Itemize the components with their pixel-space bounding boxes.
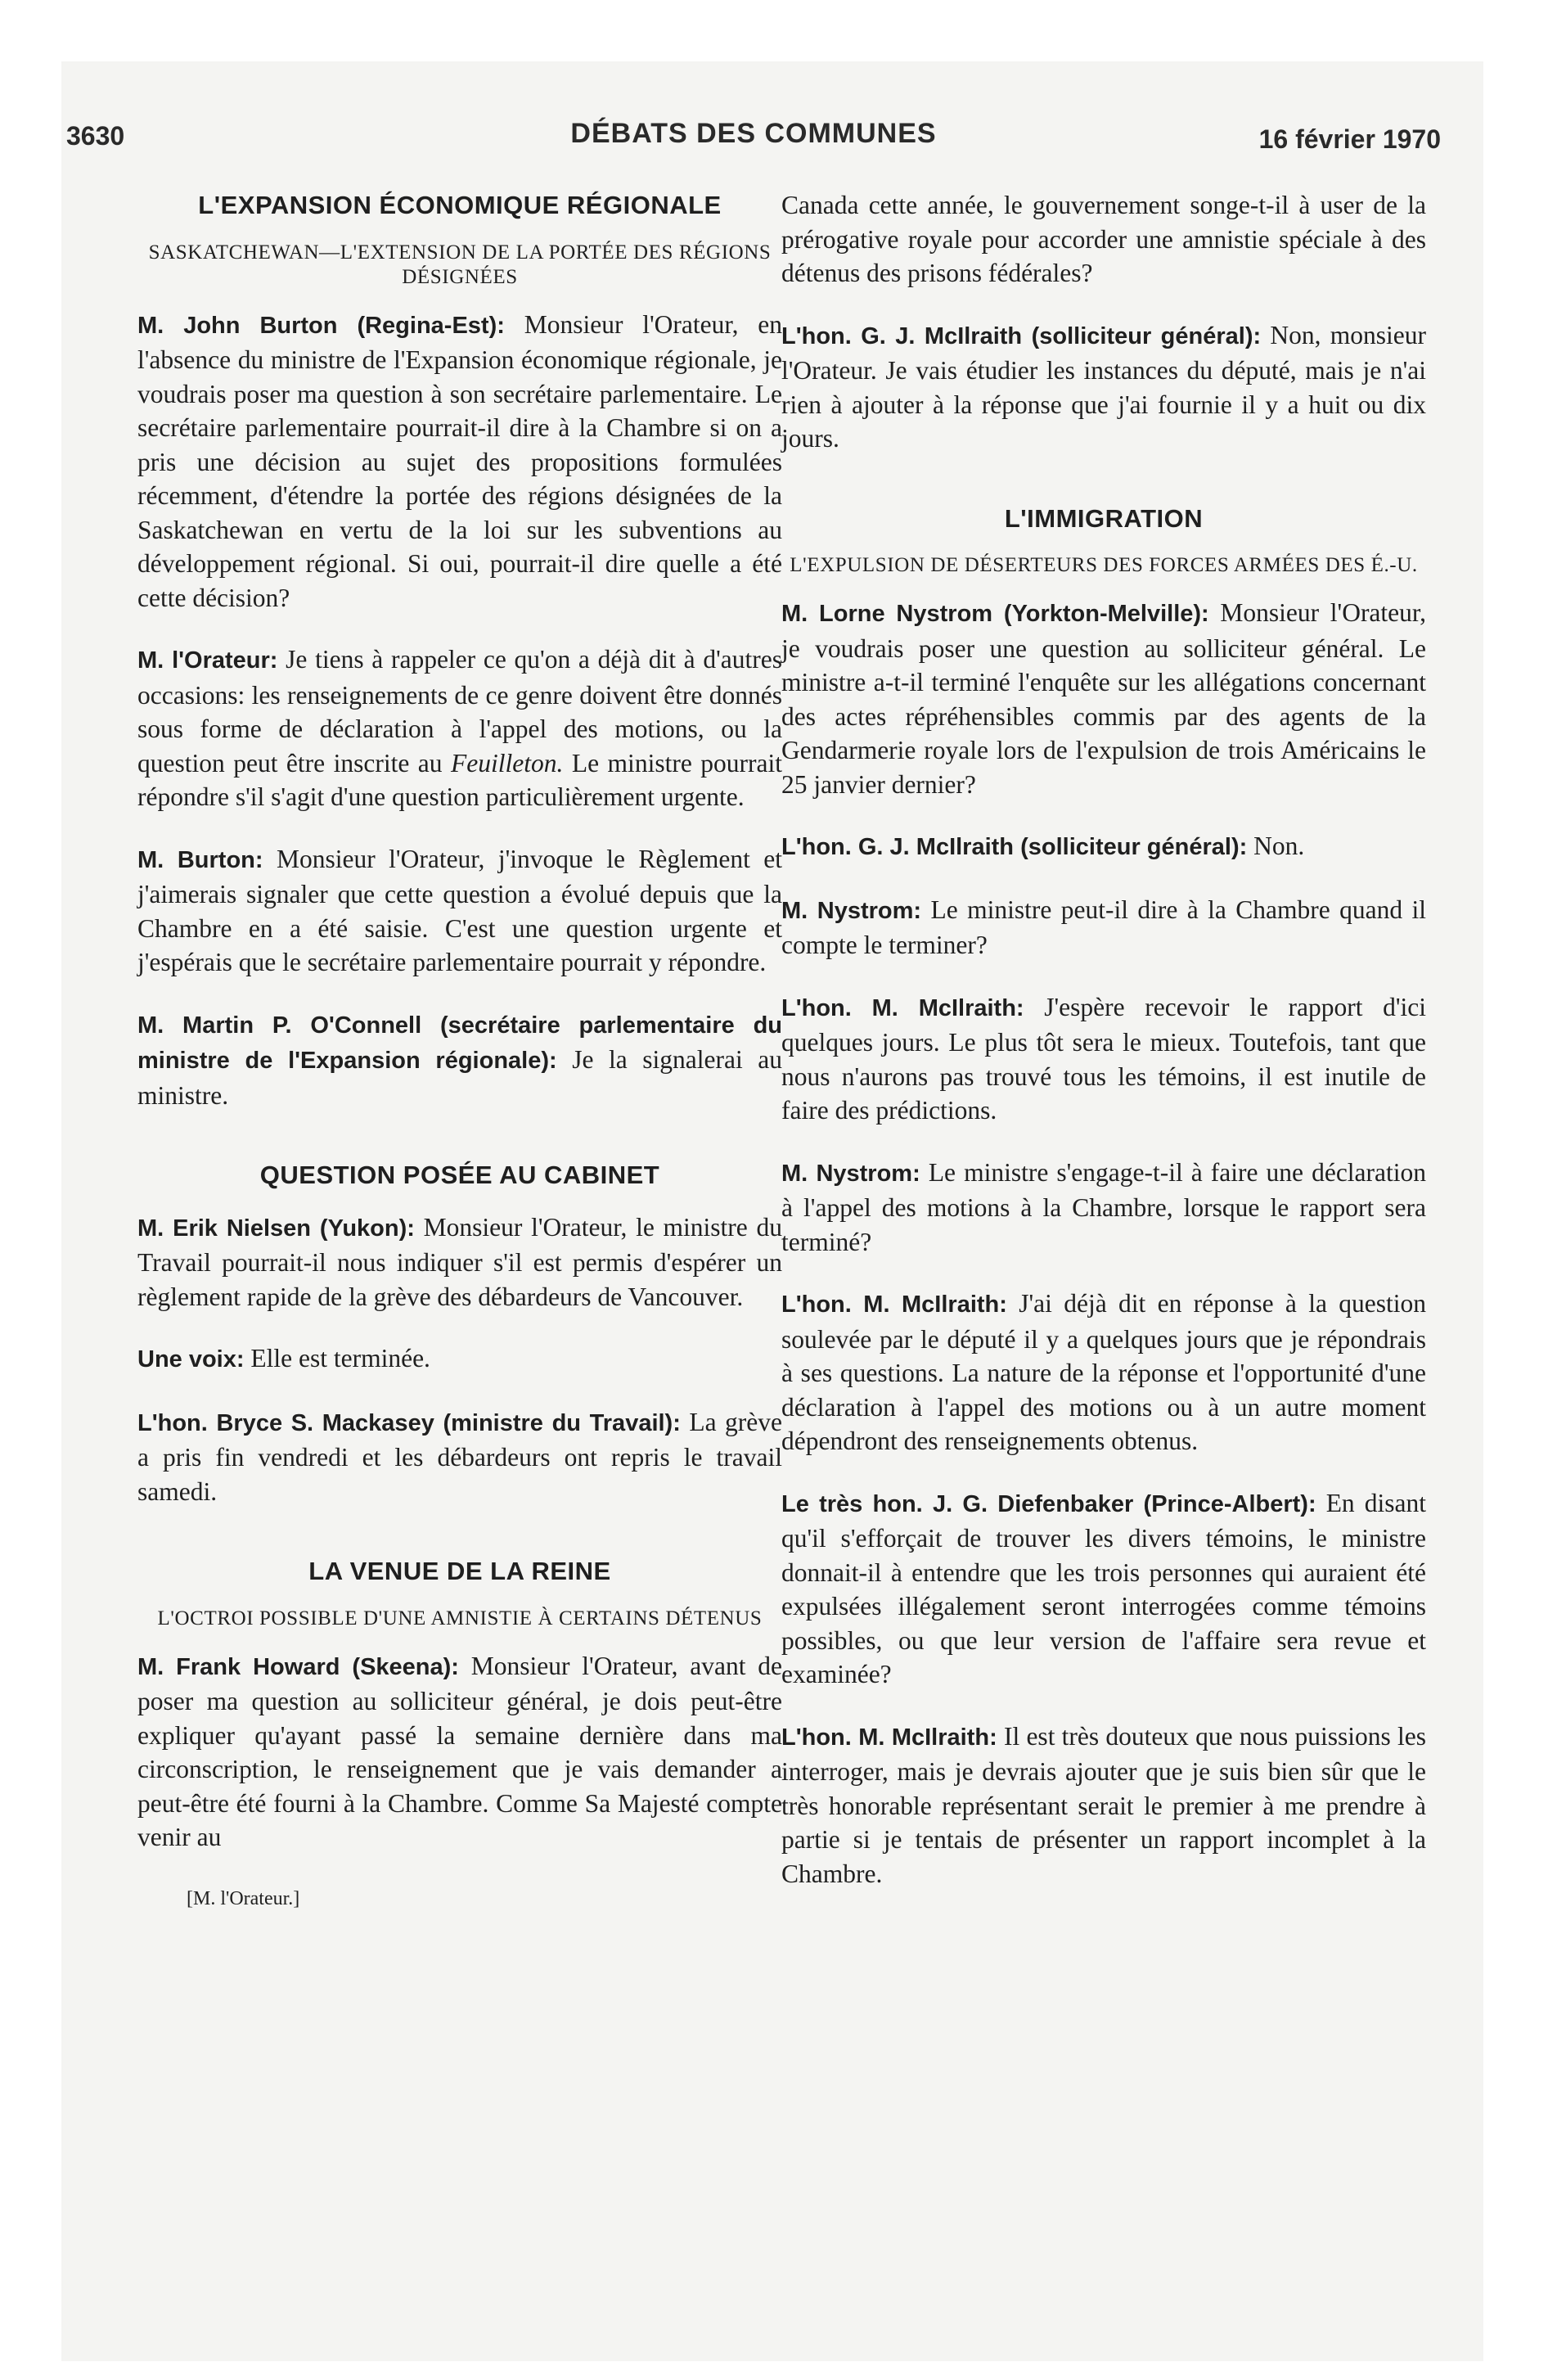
speech-text: Non. xyxy=(1253,832,1305,860)
speaker-name: L'hon. M. McIlraith: xyxy=(781,1724,997,1751)
section-heading: QUESTION POSÉE AU CABINET xyxy=(259,1161,660,1189)
speech-text: Je tiens à rappeler ce qu'on a déjà dit à d'autres occasions: les renseignements de ce genre doivent être donnés sous forme de déclaration à l'appel des motions, ou la question peut être inscrite au xyxy=(137,645,782,778)
speaker-name: M. Erik Nielsen (Yukon): xyxy=(137,1215,415,1242)
speaker-name: L'hon. M. McIlraith: xyxy=(781,1291,1007,1318)
section-heading: L'EXPANSION ÉCONOMIQUE RÉGIONALE xyxy=(198,191,722,219)
speaker-name: Une voix: xyxy=(137,1346,245,1373)
speaker-name: M. Martin P. O'Connell (secrétaire parlementaire du ministre de l'Expansion régionale): xyxy=(137,1012,782,1074)
speech-paragraph xyxy=(137,1649,782,1855)
speaker-name: M. Frank Howard (Skeena): xyxy=(137,1653,459,1680)
speech-text: J'ai déjà dit en réponse à la question soulevée par le député il y a quelques jours que je répondrais à ses questions. La nature de la réponse et l'opportunité d'une déclaration à l'appel des motions ou à un autre moment dépendront des renseignements obtenus. xyxy=(781,1289,1426,1455)
speech-text: Le ministre peut-il dire à la Chambre quand il compte le terminer? xyxy=(781,895,1426,959)
speech-paragraph xyxy=(781,318,1426,456)
speech-text: Il est très douteux que nous puissions les interroger, mais je devrais ajouter que je suis bien sûr que le très honorable représentant serait le premier à me prendre à partie si je tentais de présenter un rapport incomplet à la Chambre. xyxy=(781,1721,1427,1888)
speech-paragraph xyxy=(781,596,1426,801)
speech-paragraph xyxy=(781,893,1426,962)
speech-text: La grève a pris fin vendredi et les débardeurs ont repris le travail samedi. xyxy=(137,1407,782,1506)
speech-paragraph xyxy=(781,1156,1426,1260)
speech-text: Monsieur l'Orateur, avant de poser ma question au solliciteur général, je dois peut-être expliquer qu'ayant passé la semaine dernière dans ma circonscription, le renseignement que je vais demander a peut-être été fourni à la Chambre. Comme Sa Majesté compte venir au xyxy=(137,1651,783,1851)
speaker-name: L'hon. G. J. McIlraith (solliciteur général): xyxy=(781,834,1248,860)
speech-text: En disant qu'il s'efforçait de trouver les divers témoins, le ministre donnait-il à entendre que les trois personnes qui auraient été expulsées illégalement seront interrogées comme témoins possibles, ou que leur version de l'affaire sera revue et examinée? xyxy=(781,1488,1426,1688)
speech-paragraph xyxy=(137,642,782,814)
speaker-name: L'hon. G. J. McIlraith (solliciteur général): xyxy=(781,322,1262,349)
speech-paragraph xyxy=(781,829,1426,865)
speech-paragraph xyxy=(781,990,1426,1128)
page-date: 16 février 1970 xyxy=(1258,124,1441,154)
sub-heading: L'EXPULSION DE DÉSERTEURS DES FORCES ARMÉES DES É.-U. xyxy=(790,554,1418,576)
speech-paragraph xyxy=(781,1720,1426,1891)
speech-text: Monsieur l'Orateur, le ministre du Travail pourrait-il nous indiquer s'il est permis d'espérer un règlement rapide de la grève des débardeurs de Vancouver. xyxy=(137,1212,782,1311)
speaker-footnote: [M. l'Orateur.] xyxy=(187,1887,300,1909)
page-number: 3630 xyxy=(66,121,125,151)
speech-text: Monsieur l'Orateur, j'invoque le Règlement et j'aimerais signaler que cette question a évolué depuis que la Chambre en a été saisie. C'est une question urgente et j'espérais que le secrétaire parlementaire pourrait y répondre. xyxy=(137,844,783,976)
speaker-name: M. Lorne Nystrom (Yorkton-Melville): xyxy=(781,601,1209,627)
speech-paragraph xyxy=(137,1341,782,1377)
speech-paragraph xyxy=(137,308,782,615)
section-heading: L'IMMIGRATION xyxy=(1004,503,1204,533)
page-header xyxy=(66,118,1441,154)
speech-text: Canada cette année, le gouvernement songe-t-il à user de la prérogative royale pour accorder une amnistie spéciale à des détenus des prisons fédérales? xyxy=(781,191,1426,287)
speech-text: Le ministre s'engage-t-il à faire une déclaration à l'appel des motions à la Chambre, lorsque le rapport sera terminé? xyxy=(781,1157,1427,1256)
speaker-name: Le très hon. J. G. Diefenbaker (Prince-Albert): xyxy=(781,1490,1316,1517)
speaker-name: M. l'Orateur: xyxy=(137,647,278,674)
speech-text-italic: Feuilleton. xyxy=(451,748,564,778)
sub-heading: SASKATCHEWAN—L'EXTENSION DE LA PORTÉE DES RÉGIONS DÉSIGNÉES xyxy=(148,241,772,288)
speech-paragraph xyxy=(137,1405,782,1509)
speaker-name: M. Burton: xyxy=(137,846,263,873)
speech-paragraph xyxy=(781,1287,1426,1458)
left-column xyxy=(137,188,782,1916)
speech-text: Elle est terminée. xyxy=(250,1344,430,1373)
speech-text: Non, monsieur l'Orateur. Je vais étudier les instances du député, mais je n'ai rien à ajouter à la réponse que j'ai fournie il y a huit ou dix jours. xyxy=(781,320,1426,453)
section-heading: LA VENUE DE LA REINE xyxy=(308,1557,611,1585)
speech-paragraph xyxy=(781,188,1426,291)
speech-text: Monsieur l'Orateur, en l'absence du ministre de l'Expansion économique régionale, je voudrais poser ma question à son secrétaire parlementaire. Le secrétaire parlementaire pourrait-il dire à la Chambre si on a pris une décision au sujet des propositions formulées récemment, d'étendre la portée des régions désignées de la Saskatchewan en vertu de la loi sur les subventions au développement régional. Si oui, pourrait-il dire quelle a été cette décision? xyxy=(137,309,782,612)
speaker-name: L'hon. M. McIlraith: xyxy=(781,994,1024,1021)
speech-paragraph xyxy=(137,842,782,980)
speech-text: Le ministre pourrait répondre s'il s'agit d'une question particulièrement urgente. xyxy=(137,748,782,811)
speech-paragraph xyxy=(137,1007,782,1113)
speech-text: J'espère recevoir le rapport d'ici quelques jours. Le plus tôt sera le mieux. Toutefois, tant que nous n'aurons pas trouvé tous les témoins, il est inutile de faire des prédictions. xyxy=(781,992,1427,1125)
speaker-name: M. Nystrom: xyxy=(781,897,922,924)
speaker-name: M. Nystrom: xyxy=(781,1160,920,1187)
speech-paragraph xyxy=(781,1486,1426,1692)
speaker-name: M. John Burton (Regina-Est): xyxy=(137,312,505,339)
speaker-name: L'hon. Bryce S. Mackasey (ministre du Travail): xyxy=(137,1409,681,1436)
speech-text: Je la signalerai au ministre. xyxy=(137,1045,782,1110)
speech-text: Monsieur l'Orateur, je voudrais poser une question au solliciteur général. Le ministre a-t-il terminé l'enquête sur les allégations concernant des actes répréhensibles commis par des agents de la Gendarmerie royale lors de l'expulsion de trois Américains le 25 janvier dernier? xyxy=(781,598,1426,799)
publication-title: DÉBATS DES COMMUNES xyxy=(570,118,937,149)
sub-heading: L'OCTROI POSSIBLE D'UNE AMNISTIE À CERTAINS DÉTENUS xyxy=(157,1607,763,1629)
right-column xyxy=(781,188,1426,1918)
speech-paragraph xyxy=(137,1210,782,1314)
